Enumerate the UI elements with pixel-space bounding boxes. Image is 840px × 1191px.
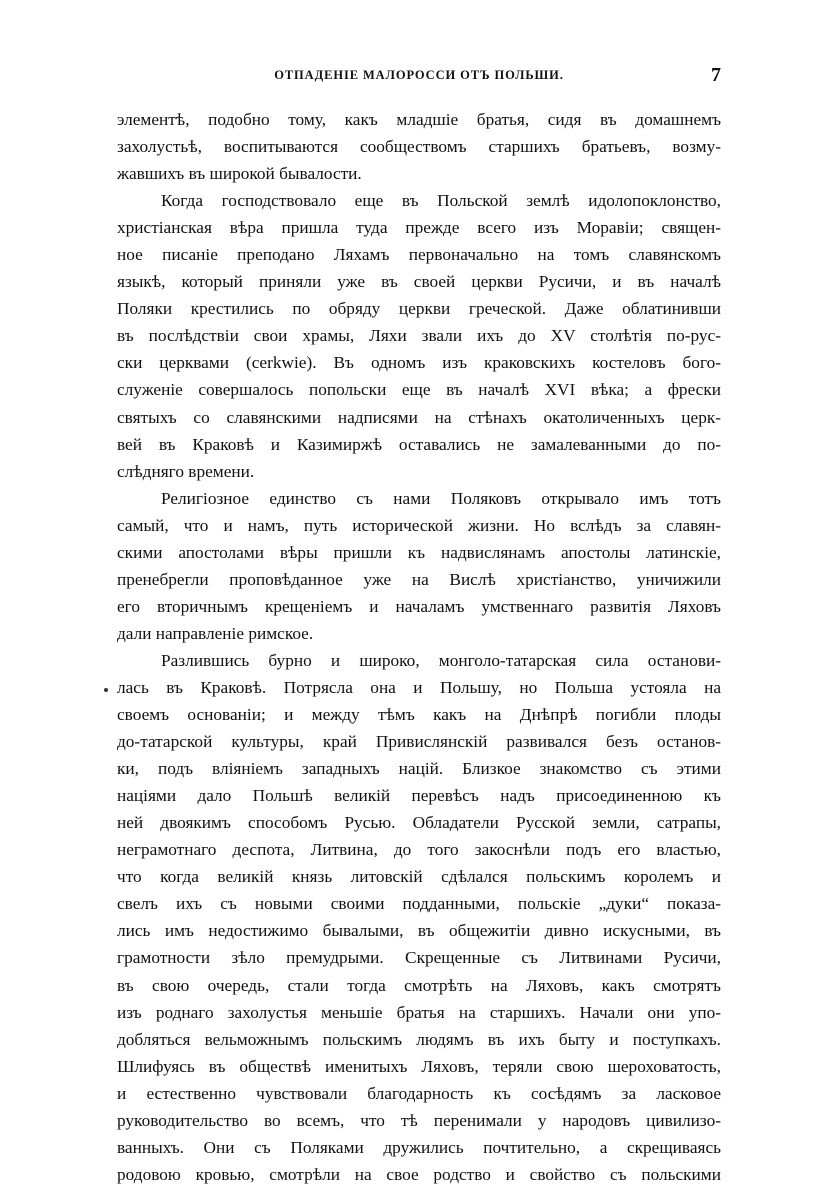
text-line: ки, подъ вліяніемъ западныхъ націй. Близкое знакомство съ этими [117,759,721,779]
text-line: жавшихъ въ широкой бывалости. [117,164,362,184]
text-line: дали направленіе римское. [117,623,314,643]
text-line: свелъ ихъ съ новыми своими подданными, польскіе „дуки“ показа- [117,894,721,914]
text-line: грамотности зѣло премудрыми. Скрещенные съ Литвинами Русичи, [117,948,721,968]
text-line: вей въ Краковѣ и Казимиржѣ оставались не замалеванными до по- [117,434,721,454]
text-line: лась въ Краковѣ. Потрясла она и Польшу, но Польша устояла на [117,677,721,697]
text-line: слѣдняго времени. [117,461,255,481]
text-line: лись имъ недостижимо бывалыми, въ общежитіи дивно искусными, въ [117,921,721,941]
text-line: неграмотнаго деспота, Литвина, до того закоснѣли подъ его властью, [117,840,721,860]
margin-dot-mark [104,688,108,692]
text-line: что когда великій князь литовскій сдѣлался польскимъ королемъ и [117,867,721,887]
text-line: языкѣ, который приняли уже въ своей церкви Русичи, и въ началѣ [117,272,721,292]
text-line: Шлифуясь въ обществѣ именитыхъ Ляховъ, теряли свою шероховатость, [117,1056,721,1076]
text-line: родовою кровью, смотрѣли на свое родство и свойство съ польскими [117,1164,721,1184]
paragraph-first-line: Разлившись бурно и широко, монголо-татарская сила останови- [161,650,721,670]
text-line: въ послѣдствіи свои храмы, Ляхи звали ихъ до XV столѣтія по-рус- [117,326,721,346]
text-line: руководительство во всемъ, что тѣ перенимали у народовъ цивилизо- [117,1110,721,1130]
text-line: святыхъ со славянскими надписями на стѣнахъ окатоличенныхъ церк- [117,407,721,427]
text-line: его вторичнымъ крещеніемъ и началамъ умственнаго развитія Ляховъ [117,596,721,616]
text-line: служеніе совершалось попольски еще въ началѣ XVI вѣка; а фрески [117,380,721,400]
text-line: изъ роднаго захолустья меньшіе братья на старшихъ. Начали они упо- [117,1002,721,1022]
text-line: и естественно чувствовали благодарность къ сосѣдямъ за ласковое [117,1083,721,1103]
paragraph-first-line: Когда господствовало еще въ Польской землѣ идолопоклонство, [161,191,721,211]
text-line: пренебрегли проповѣданное уже на Вислѣ христіанство, уничижили [117,569,721,589]
text-line: элементѣ, подобно тому, какъ младшіе братья, сидя въ домашнемъ [117,110,721,129]
text-line: своемъ основаніи; и между тѣмъ какъ на Днѣпрѣ погибли плоды [117,705,721,725]
body-text [117,106,721,1188]
text-line: Поляки крестились по обряду церкви греческой. Даже облатинивши [117,299,721,319]
text-line: ней двоякимъ способомъ Русью. Обладатели Русской земли, сатрапы, [117,813,721,833]
running-header [117,66,721,88]
page-number: 7 [711,64,721,86]
text-line: въ свою очередь, стали тогда смотрѣть на Ляховъ, какъ смотрятъ [117,975,721,995]
paragraph-first-line: Религіозное единство съ нами Поляковъ открывало имъ тотъ [161,488,721,508]
text-line: захолустьѣ, воспитываются сообществомъ старшихъ братьевъ, возму- [117,137,721,157]
text-line: самый, что и намъ, путь исторической жизни. Но вслѣдъ за славян- [117,515,721,535]
text-line: добляться вельможнымъ польскимъ людямъ въ ихъ быту и поступкахъ. [117,1029,721,1049]
text-line: христіанская вѣра пришла туда прежде всего изъ Моравіи; священ- [117,218,721,238]
running-title: ОТПАДЕНІЕ МАЛОРОССИ ОТЪ ПОЛЬШИ. [274,68,564,82]
text-line: до-татарской культуры, край Привислянскій развивался безъ останов- [117,732,721,752]
text-line: ванныхъ. Они съ Поляками дружились почтительно, а скрещиваясь [117,1137,721,1157]
text-line: націями дало Польшѣ великій перевѣсъ надъ присоединенною къ [117,786,721,806]
text-line: ски церквами (cerkwie). Въ одномъ изъ краковскихъ костеловъ бого- [117,353,721,373]
text-line: ное писаніе преподано Ляхамъ первоначально на томъ славянскомъ [117,245,721,265]
text-line: скими апостолами вѣры пришли къ надвислянамъ апостолы латинскіе, [117,542,721,562]
